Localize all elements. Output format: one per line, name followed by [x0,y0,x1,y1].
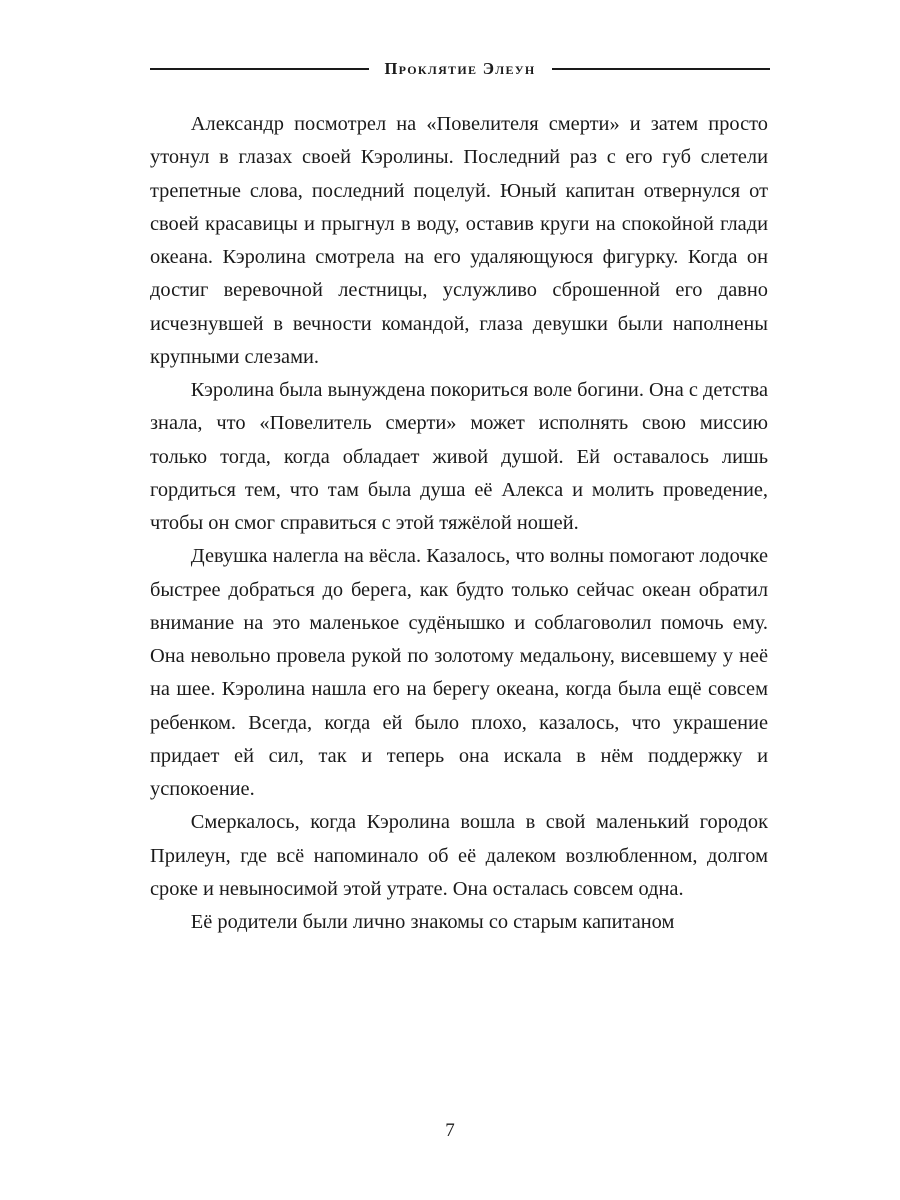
running-head-rule-right [552,68,771,70]
paragraph: Александр посмотрел на «Повелителя смерти» и затем просто утонул в глазах своей Кэролины. Последний раз с его губ слетели трепетные слова, последний поцелуй. Юный капитан отвернулся от своей красавицы и прыгнул в воду, оставив круги на спокойной глади океана. Кэролина смотрела на его удаляющуюся фигурку. Когда он достиг веревочной лестницы, услужливо сброшенной его давно исчезнувшей в вечности командой, глаза девушки были наполнены крупными слезами. [150,113,768,368]
running-head-title: Проклятие Элеун [384,59,536,78]
page-number: 7 [445,1120,455,1141]
paragraph: Смеркалось, когда Кэролина вошла в свой маленький городок Прилеун, где всё напоминало об её далеком возлюбленном, долгом сроке и невыносимой этой утрате. Она осталась совсем одна. [150,811,768,900]
running-head [150,56,770,82]
paragraph: Её родители были лично знакомы со старым капитаном [190,911,675,933]
running-head-rule-left [150,68,369,70]
paragraph: Девушка налегла на вёсла. Казалось, что волны помогают лодочке быстрее добраться до берега, как будто только сейчас океан обратил внимание на это маленькое судёнышко и соблаговолил помочь ему. Она невольно провела рукой по золотому медальону, висевшему у неё на шее. Кэролина нашла его на берегу океана, когда была ещё совсем ребенком. Всегда, когда ей было плохо, казалось, что украшение придает ей сил, так и теперь она искала в нём поддержку и успокоение. [150,545,768,800]
body-text [150,108,768,939]
paragraph: Кэролина была вынуждена покориться воле богини. Она с детства знала, что «Повелитель смерти» может исполнять свою миссию только тогда, когда обладает живой душой. Ей оставалось лишь гордиться тем, что там была душа её Алекса и молить проведение, чтобы он смог справиться с этой тяжёлой ношей. [150,379,768,534]
